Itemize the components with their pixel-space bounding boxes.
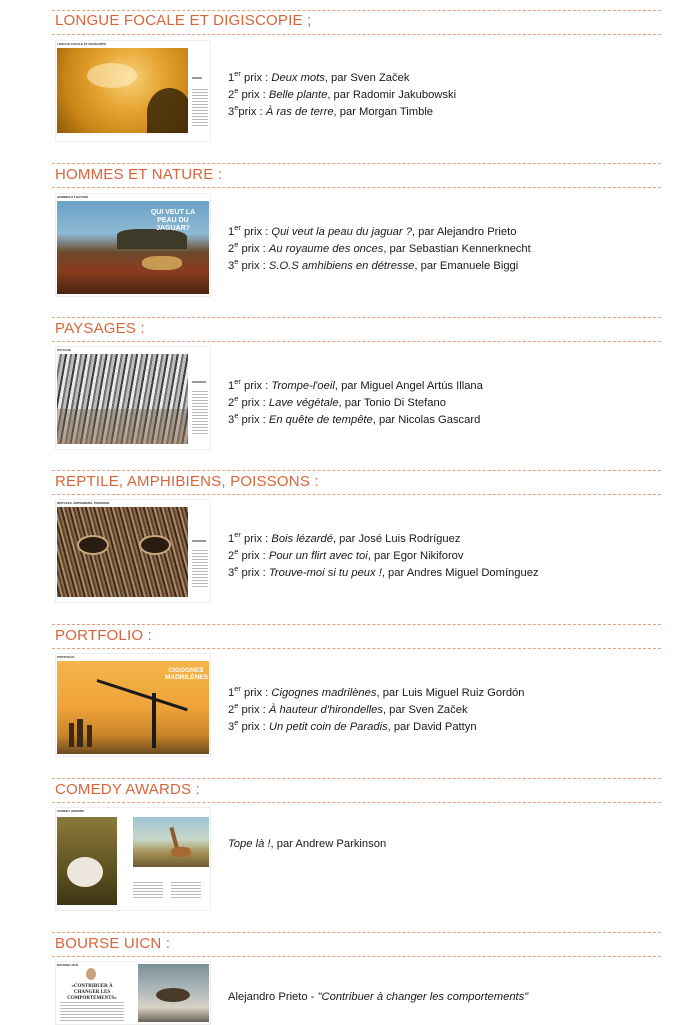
top-divider: [52, 163, 661, 164]
photo-lizard-bark: [57, 507, 188, 597]
thumb-text-head: [192, 381, 206, 383]
award-line: Tope là !, par Andrew Parkinson: [228, 838, 387, 850]
thumb-headline: CIGOGNES MADRILÈNES: [165, 667, 208, 681]
thumb-text-column: [192, 89, 208, 127]
prize-1: 1er prix : Bois lézardé, par José Luis Rodríguez: [228, 530, 461, 545]
photo-jaguar-landscape: [57, 201, 209, 294]
magazine-spread-thumbnail[interactable]: [55, 653, 211, 757]
prize-2: 2e prix : Au royaume des onces, par Sebastian Kennerknecht: [228, 240, 531, 255]
prize-list: [228, 685, 524, 736]
section-heading: LONGUE FOCALE ET DIGISCOPIE ;: [55, 12, 312, 29]
photo-giraffe: [133, 817, 209, 867]
top-divider: [52, 932, 661, 933]
section-heading: COMEDY AWARDS :: [55, 781, 200, 798]
prize-1: 1er prix : Deux mots, par Sven Začek: [228, 69, 410, 84]
photo-storks-crane: [57, 661, 209, 754]
heading-divider: [52, 341, 661, 342]
section-heading: BOURSE UICN :: [55, 935, 171, 952]
prize-2: 2e prix : Pour un flirt avec toi, par Egor Nikiforov: [228, 547, 464, 562]
thumb-section-label: PORTFOLIO: [57, 655, 75, 659]
section-heading: PORTFOLIO :: [55, 627, 152, 644]
section-heading: HOMMES ET NATURE :: [55, 166, 223, 183]
magazine-spread-thumbnail[interactable]: [55, 40, 211, 142]
thumb-headline: QUI VEUT LA PEAU DU JAGUAR?: [150, 209, 196, 232]
thumb-section-label: COMEDY AWARDS: [57, 809, 85, 813]
thumb-text-head: [192, 540, 206, 542]
section-heading: PAYSAGES :: [55, 320, 145, 337]
photo-hamster: [57, 817, 117, 905]
section-heading: REPTILE, AMPHIBIENS, POISSONS :: [55, 473, 319, 490]
prize-3: 3e prix : Un petit coin de Paradis, par David Pattyn: [228, 718, 477, 733]
top-divider: [52, 10, 661, 11]
prize-2: 2e prix : À hauteur d'hirondelles, par Sven Začek: [228, 701, 468, 716]
heading-divider: [52, 956, 661, 957]
prize-3: 3e prix : En quête de tempête, par Nicolas Gascard: [228, 411, 481, 426]
prize-list: [228, 378, 483, 429]
thumb-text-head: [192, 77, 202, 79]
photo-sea-creature: [138, 964, 209, 1022]
thumb-text-column: [192, 391, 208, 435]
thumb-text-column: [171, 882, 201, 898]
prize-2: 2e prix : Lave végétale, par Tonio Di Stefano: [228, 394, 446, 409]
photo-smoke-silhouette: [57, 48, 188, 133]
thumb-section-label: PAYSAGE: [57, 348, 72, 352]
section-longue-focale: [0, 0, 694, 160]
prize-list: [228, 224, 531, 275]
magazine-spread-thumbnail[interactable]: [55, 346, 211, 450]
top-divider: [52, 624, 661, 625]
thumb-headline: «CONTRIBUER À CHANGER LES COMPORTEMENTS»: [67, 984, 117, 1001]
prize-list: [228, 70, 456, 121]
thumb-section-label: REPTILES, AMPHIBIENS, POISSONS: [57, 501, 110, 505]
thumb-section-label: HOMMES ET NATURE: [57, 195, 89, 199]
heading-divider: [52, 34, 661, 35]
magazine-spread-thumbnail[interactable]: [55, 961, 211, 1025]
heading-divider: [52, 494, 661, 495]
award-line: Alejandro Prieto - "Contribuer à changer les comportements": [228, 991, 529, 1003]
prize-2: 2e prix : Belle plante, par Radomir Jakubowski: [228, 86, 457, 101]
prize-3: 3e prix : Trouve-moi si tu peux !, par Andres Miguel Domínguez: [228, 564, 539, 579]
top-divider: [52, 778, 661, 779]
thumb-text-column: [192, 550, 208, 588]
prize-3: 3eprix : À ras de terre, par Morgan Timble: [228, 103, 434, 118]
thumb-text-column: [60, 1002, 124, 1022]
prize-1: 1er prix : Cigognes madrilènes, par Luis Miguel Ruiz Gordón: [228, 684, 525, 699]
magazine-spread-thumbnail[interactable]: [55, 499, 211, 603]
thumb-text-column: [133, 882, 163, 898]
heading-divider: [52, 187, 661, 188]
top-divider: [52, 470, 661, 471]
magazine-spread-thumbnail[interactable]: [55, 807, 211, 911]
thumb-section-label: BOURSE UICN: [57, 963, 79, 967]
heading-divider: [52, 802, 661, 803]
thumb-section-label: LONGUE FOCALE ET DIGISCOPIE: [57, 42, 107, 46]
magazine-spread-thumbnail[interactable]: [55, 193, 211, 297]
photo-snowy-canyon: [57, 354, 188, 444]
top-divider: [52, 317, 661, 318]
heading-divider: [52, 648, 661, 649]
prize-list: [228, 531, 539, 582]
avatar: [86, 968, 96, 980]
prize-3: 3e prix : S.O.S amhibiens en détresse, par Emanuele Biggi: [228, 257, 519, 272]
prize-1: 1er prix : Trompe-l'oeil, par Miguel Angel Artús Illana: [228, 377, 483, 392]
prize-1: 1er prix : Qui veut la peau du jaguar ?, par Alejandro Prieto: [228, 223, 517, 238]
